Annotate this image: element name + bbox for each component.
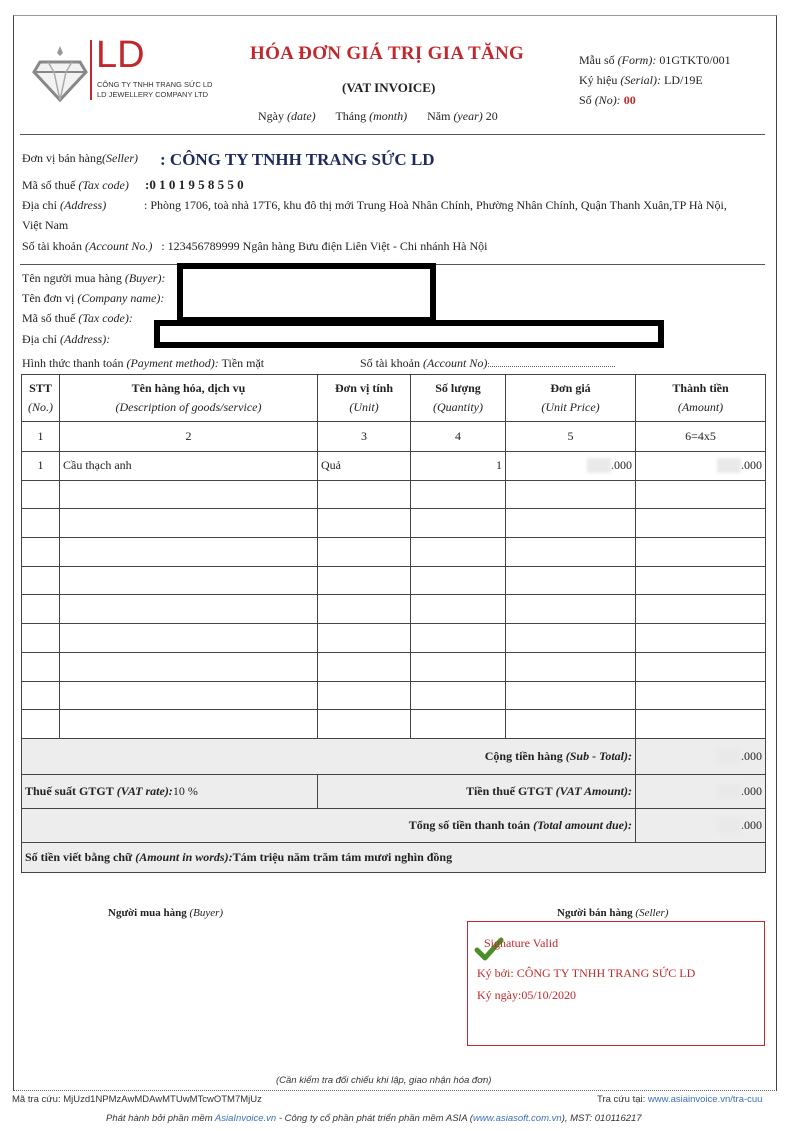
table-row-empty bbox=[22, 538, 766, 567]
redaction-box-address bbox=[154, 320, 664, 348]
buyer-account-row bbox=[360, 356, 616, 371]
index-cell: 3 bbox=[318, 422, 411, 452]
year-label: Năm bbox=[427, 109, 451, 123]
signature-valid-text: Signature Valid bbox=[484, 936, 559, 950]
col-header-desc: Tên hàng hóa, dịch vụ (Description of goods/service) bbox=[60, 375, 318, 422]
logo-company-en: LD JEWELLERY COMPANY LTD bbox=[97, 90, 209, 99]
seller-address-en: (Address) bbox=[60, 198, 107, 212]
seller-tax-row bbox=[22, 178, 129, 193]
vat-row bbox=[22, 774, 766, 808]
buyer-account-dots: :............................................................... bbox=[487, 360, 616, 369]
buyer-label: Tên người mua hàng bbox=[22, 271, 122, 285]
table-row-empty bbox=[22, 480, 766, 509]
table-row-empty bbox=[22, 652, 766, 681]
seller-unit-label: Đơn vị bán hàng bbox=[22, 151, 102, 165]
seller-tax-value: :0 1 0 1 9 5 8 5 5 0 bbox=[145, 177, 244, 192]
payment-row bbox=[22, 356, 264, 371]
seller-name: : CÔNG TY TNHH TRANG SỨC LD bbox=[160, 150, 435, 169]
seller-address-label: Địa chỉ bbox=[22, 198, 57, 212]
seller-address-line1: Phòng 1706, toà nhà 17T6, khu đô thị mới Trung Hoà Nhân Chính, Phường Nhân Chính, Quận Thanh Xuân,TP Hà Nội, bbox=[150, 198, 727, 212]
seller-account-value: 123456789999 Ngân hàng Bưu điện Liên Việt - Chi nhánh Hà Nội bbox=[167, 239, 488, 253]
seller-account-en: (Account No.) bbox=[85, 239, 153, 253]
items-table bbox=[21, 374, 766, 873]
diamond-logo-icon bbox=[28, 44, 92, 104]
col-header-qty: Số lượng (Quantity) bbox=[411, 375, 506, 422]
table-row-empty bbox=[22, 595, 766, 624]
payment-en: (Payment method): bbox=[126, 356, 219, 370]
subtotal-row bbox=[22, 738, 766, 774]
seller-address-line2: Việt Nam bbox=[22, 218, 69, 232]
seller-name-text: CÔNG TY TNHH TRANG SỨC LD bbox=[169, 150, 435, 169]
company-label: Tên đơn vị bbox=[22, 291, 75, 305]
amount-in-words: Số tiền viết bằng chữ (Amount in words):Tám triệu năm trăm tám mươi nghìn đồng bbox=[22, 842, 766, 872]
index-cell: 2 bbox=[60, 422, 318, 452]
seller-address-value: : Phòng 1706, toà nhà 17T6, khu đô thị mới Trung Hoà Nhân Chính, Phường Nhân Chính, Quận Thanh Xuân,TP Hà Nội, bbox=[144, 198, 727, 212]
item-price: .000 bbox=[506, 452, 636, 481]
seller-unit-row bbox=[22, 151, 138, 166]
seller-unit-en: (Seller) bbox=[102, 151, 138, 165]
seller-account-row: Số tài khoản (Account No.) : 123456789999 Ngân hàng Bưu điện Liên Việt - Chi nhánh Hà Nội bbox=[22, 239, 488, 253]
software-link[interactable]: AsiaInvoice.vn bbox=[214, 1113, 277, 1124]
seller-account-label: Số tài khoản bbox=[22, 239, 82, 253]
footer-divider bbox=[13, 1090, 775, 1091]
form-en: (Form): bbox=[617, 53, 657, 67]
subtotal-label: Cộng tiền hàng (Sub - Total): bbox=[22, 738, 636, 774]
company-en: (Company name): bbox=[77, 291, 165, 305]
item-qty: 1 bbox=[411, 452, 506, 481]
index-row bbox=[22, 422, 766, 452]
lookup-site-link[interactable]: www.asiainvoice.vn/tra-cuu bbox=[647, 1094, 763, 1105]
total-value: .000 bbox=[636, 808, 766, 842]
buyer-tax-en: (Tax code): bbox=[78, 311, 133, 325]
date-label: Ngày bbox=[258, 109, 284, 123]
index-cell: 1 bbox=[22, 422, 60, 452]
buyer-address-en: (Address): bbox=[60, 332, 111, 346]
col-header-price: Đơn giá (Unit Price) bbox=[506, 375, 636, 422]
date-line bbox=[258, 109, 498, 124]
seller-tax-digits: 0 1 0 1 9 5 8 5 5 0 bbox=[149, 177, 244, 192]
col-header-unit: Đơn vị tính (Unit) bbox=[318, 375, 411, 422]
table-row-empty bbox=[22, 509, 766, 538]
redacted-value bbox=[717, 458, 741, 473]
issued-by-row: Phát hành bởi phần mềm AsiaInvoice.vn - Công ty cổ phần phát triển phần mềm ASIA (www.asiasoft.com.vn), MST: 010116217 bbox=[106, 1113, 642, 1124]
seller-tax-en: (Tax code) bbox=[78, 178, 129, 192]
lookup-code-row: Mã tra cứu: MjUzd1NPMzAwMDAwMTUwMTcwOTM7MjUz bbox=[12, 1094, 262, 1105]
table-row-empty bbox=[22, 681, 766, 710]
seller-tax-label: Mã số thuế bbox=[22, 178, 76, 192]
asiasoft-link[interactable]: www.asiasoft.com.vn bbox=[472, 1113, 562, 1124]
buyer-account-label: Số tài khoản bbox=[360, 356, 420, 370]
table-row-empty bbox=[22, 624, 766, 653]
table-row-empty bbox=[22, 710, 766, 739]
table-header-row bbox=[22, 375, 766, 422]
month-en: (month) bbox=[369, 109, 408, 123]
words-row bbox=[22, 842, 766, 872]
signed-by: Ký bởi: CÔNG TY TNHH TRANG SỨC LD bbox=[477, 966, 696, 980]
index-cell: 6=4x5 bbox=[636, 422, 766, 452]
redaction-box-buyer bbox=[177, 263, 436, 323]
vat-amount-value: .000 bbox=[636, 774, 766, 808]
logo-divider bbox=[90, 40, 92, 100]
lookup-site-row: Tra cứu tại: www.asiainvoice.vn/tra-cuu bbox=[597, 1094, 763, 1105]
seller-signature-label: Người bán hàng (Seller) bbox=[557, 907, 669, 919]
month-label: Tháng bbox=[335, 109, 367, 123]
buyer-tax-label: Mã số thuế bbox=[22, 311, 76, 325]
year-value: 20 bbox=[485, 109, 498, 123]
buyer-address-label: Địa chỉ bbox=[22, 332, 57, 346]
total-row bbox=[22, 808, 766, 842]
serial-value: LD/19E bbox=[663, 73, 703, 87]
invoice-title: HÓA ĐƠN GIÁ TRỊ GIA TĂNG bbox=[250, 43, 525, 64]
buyer-signature-label: Người mua hàng (Buyer) bbox=[108, 907, 224, 919]
invoice-number: 00 bbox=[623, 93, 636, 107]
item-amount: .000 bbox=[636, 452, 766, 481]
check-note: (Cần kiểm tra đối chiếu khi lập, giao nhận hóa đơn) bbox=[276, 1075, 492, 1086]
no-en: (No): bbox=[594, 93, 621, 107]
index-cell: 4 bbox=[411, 422, 506, 452]
table-row-empty bbox=[22, 566, 766, 595]
serial-en: (Serial): bbox=[620, 73, 661, 87]
item-desc: Cầu thạch anh bbox=[60, 452, 318, 481]
vat-rate-cell: Thuế suất GTGT (VAT rate):10 % bbox=[22, 774, 318, 808]
form-info bbox=[579, 50, 731, 110]
lookup-code: MjUzd1NPMzAwMDAwMTUwMTcwOTM7MjUz bbox=[63, 1094, 262, 1105]
form-label: Mẫu số bbox=[579, 53, 615, 67]
serial-label: Ký hiệu bbox=[579, 73, 618, 87]
logo-company-vi: CÔNG TY TNHH TRANG SỨC LD bbox=[97, 80, 213, 89]
total-label: Tổng số tiền thanh toán (Total amount due): bbox=[22, 808, 636, 842]
logo-letters: LD bbox=[96, 34, 145, 76]
buyer-account-en: (Account No) bbox=[423, 356, 488, 370]
seller-address-row bbox=[22, 198, 106, 213]
item-unit: Quả bbox=[318, 452, 411, 481]
col-header-amount: Thành tiền (Amount) bbox=[636, 375, 766, 422]
subtotal-value: .000 bbox=[636, 738, 766, 774]
date-en: (date) bbox=[287, 109, 316, 123]
form-value: 01GTKT0/001 bbox=[659, 53, 731, 67]
index-cell: 5 bbox=[506, 422, 636, 452]
col-header-no: STT (No.) bbox=[22, 375, 60, 422]
vat-amount-label: Tiền thuế GTGT (VAT Amount): bbox=[318, 774, 636, 808]
invoice-subtitle: (VAT INVOICE) bbox=[342, 80, 436, 95]
buyer-block bbox=[22, 268, 165, 349]
redacted-value bbox=[587, 458, 611, 473]
item-no: 1 bbox=[22, 452, 60, 481]
buyer-en: (Buyer): bbox=[124, 271, 166, 285]
table-row bbox=[22, 452, 766, 481]
year-en: (year) bbox=[453, 109, 483, 123]
header-divider bbox=[20, 134, 765, 135]
signed-date: Ký ngày:05/10/2020 bbox=[477, 988, 576, 1002]
payment-value: Tiền mặt bbox=[221, 356, 265, 370]
no-label: Số bbox=[579, 93, 592, 107]
payment-label: Hình thức thanh toán bbox=[22, 356, 124, 370]
